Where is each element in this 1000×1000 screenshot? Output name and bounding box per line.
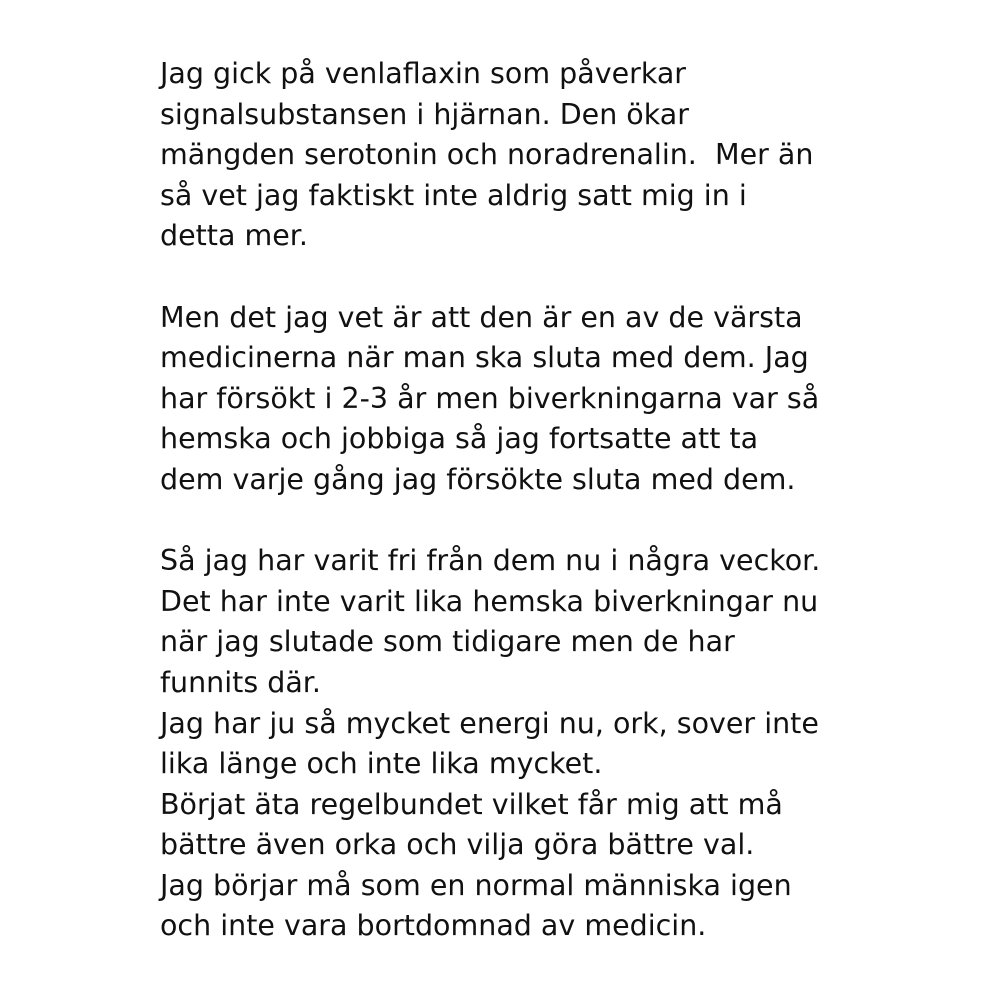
- text-line: funnits där.: [160, 665, 321, 699]
- text-line: Jag börjar må som en normal människa igen: [160, 868, 792, 902]
- text-line: Det har inte varit lika hemska biverkningar nu: [160, 584, 819, 618]
- text-line: dem varje gång jag försökte sluta med dem.: [160, 462, 796, 496]
- text-line: detta mer.: [160, 219, 308, 253]
- text-line: bättre även orka och vilja göra bättre val.: [160, 828, 755, 862]
- text-line: Jag gick på venlaflaxin som påverkar: [160, 57, 687, 90]
- text-line: lika länge och inte lika mycket.: [160, 747, 603, 781]
- text-line: Börjat äta regelbundet vilket får mig att må: [160, 787, 783, 821]
- text-line: Så jag har varit fri från dem nu i några veckor.: [160, 544, 821, 578]
- text-line: har försökt i 2-3 år men biverkningarna var så: [160, 381, 820, 415]
- text-line: så vet jag faktiskt inte aldrig satt mig in i: [160, 178, 747, 212]
- paragraph-gap: [160, 501, 880, 542]
- body-text: [160, 54, 880, 947]
- paragraph-gap: [160, 257, 880, 298]
- paragraph-1: [160, 54, 880, 257]
- text-line: mängden serotonin och noradrenalin. Mer än: [160, 138, 814, 172]
- paragraph-2: [160, 298, 880, 501]
- text-line: när jag slutade som tidigare men de har: [160, 625, 735, 659]
- text-line: Jag har ju så mycket energi nu, ork, sover inte: [160, 706, 819, 740]
- text-line: och inte vara bortdomnad av medicin.: [160, 909, 707, 943]
- text-line: Men det jag vet är att den är en av de värsta: [160, 300, 803, 334]
- text-line: hemska och jobbiga så jag fortsatte att ta: [160, 422, 759, 456]
- text-line: medicinerna när man ska sluta med dem. Jag: [160, 341, 809, 375]
- text-line: signalsubstansen i hjärnan. Den ökar: [160, 97, 689, 131]
- paragraph-3: [160, 541, 880, 947]
